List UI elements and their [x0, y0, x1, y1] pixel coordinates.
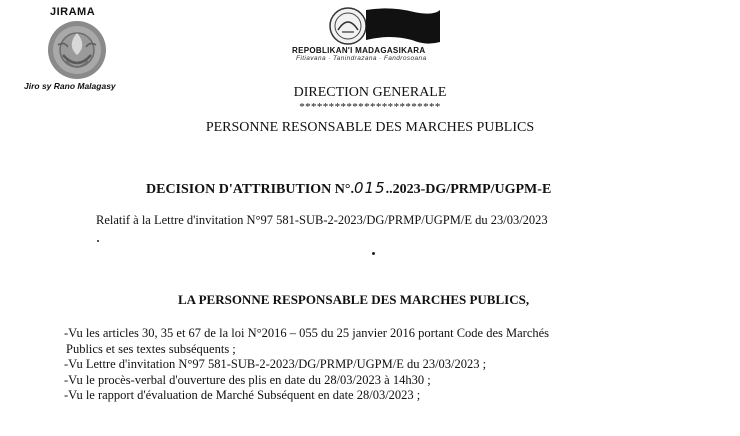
stray-mark [97, 240, 99, 242]
republic-emblem [322, 6, 442, 48]
republic-motto: Fitiavana · Tanindrazana · Fandrosoana [296, 55, 427, 62]
stray-mark [372, 252, 375, 255]
republic-name: REPOBLIKAN'I MADAGASIKARA [292, 46, 426, 55]
decision-suffix: ..2023-DG/PRMP/UGPM-E [385, 182, 552, 197]
body-heading: LA PERSONNE RESPONSABLE DES MARCHES PUBLICS, [178, 292, 530, 307]
consideration-line: -Vu les articles 30, 35 et 67 de la loi N°2016 – 055 du 25 janvier 2016 portant Code des Marchés [64, 326, 550, 340]
direction-title: DIRECTION GENERALE [293, 85, 447, 100]
consideration-line: -Vu Lettre d'invitation N°97 581-SUB-2-2023/DG/PRMP/UGPM/E du 23/03/2023 ; [64, 357, 487, 372]
decision-prefix: DECISION D'ATTRIBUTION N°. [146, 182, 354, 197]
decision-number: 015 [354, 179, 386, 197]
star-divider: ************************ [299, 101, 441, 113]
jirama-name: JIRAMA [50, 6, 96, 18]
relatif-line: Relatif à la Lettre d'invitation N°97 581-SUB-2-2023/DG/PRMP/UGPM/E du 23/03/2023 [96, 213, 548, 227]
consideration-line: Publics et ses textes subséquents ; [66, 341, 236, 356]
jirama-logo [44, 19, 110, 81]
prmp-title: PERSONNE RESONSABLE DES MARCHES PUBLICS [205, 120, 535, 135]
consideration-line: -Vu le procès-verbal d'ouverture des plis en date du 28/03/2023 à 14h30 ; [64, 372, 431, 387]
jirama-tagline: Jiro sy Rano Malagasy [24, 81, 116, 91]
considerations-list [64, 326, 704, 404]
consideration-line: -Vu le rapport d'évaluation de Marché Subséquent en date 28/03/2023 ; [64, 388, 421, 403]
decision-title [146, 179, 551, 198]
